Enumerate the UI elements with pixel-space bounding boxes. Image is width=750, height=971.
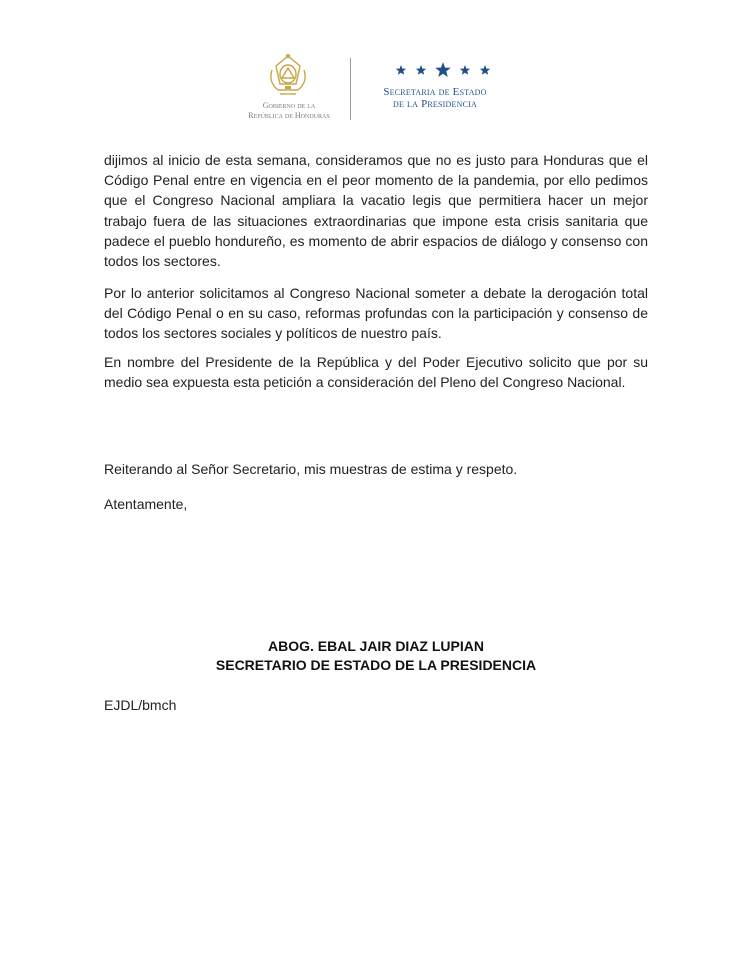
government-line-2: República de Honduras [248, 111, 330, 120]
signoff: Atentamente, [104, 496, 188, 512]
body-paragraph-2: Por lo anterior solicitamos al Congreso Nacional someter a debate la derogación total del Código Penal o en su caso, reformas profundas con la participación y consenso de todos los sectores sociales y políticos de nuestro país. [104, 285, 648, 342]
government-name [236, 101, 342, 121]
body-paragraph-1: dijimos al inicio de esta semana, consideramos que no es justo para Honduras que el Código Penal entre en vigencia en el peor momento de la pandemia, por ello pedimos que el Congreso Nacional ampliara la vacatio legis que permitiera hacer un mejor trabajo fuera de las situaciones extraordinarias que impone esta crisis sanitaria que padece el pueblo hondureño, es momento de abrir espacios de diálogo y consenso con todos los sectores. [104, 152, 648, 270]
body-paragraph-3: En nombre del Presidente de la República y del Poder Ejecutivo solicito que por su medio sea expuesta esta petición a consideración del Pleno del Congreso Nacional. [104, 354, 648, 391]
secretariat-name [360, 86, 510, 110]
signatory-title: SECRETARIO DE ESTADO DE LA PRESIDENCIA [215, 657, 537, 673]
government-line-1: Gobierno de la [262, 101, 316, 110]
letterhead [236, 52, 510, 128]
signatory-name: ABOG. EBAL JAIR DIAZ LUPIAN [268, 638, 484, 654]
honduras-coat-of-arms-icon [266, 52, 310, 100]
letterhead-divider [350, 58, 351, 120]
secretariat-line-1: Secretaria de Estado [383, 86, 487, 98]
closing-line: Reiterando al Señor Secretario, mis muestras de estima y respeto. [104, 461, 518, 477]
reference-initials: EJDL/bmch [104, 697, 177, 713]
stars-icon [376, 60, 510, 78]
secretariat-line-2: de la Presidencia [393, 98, 477, 110]
